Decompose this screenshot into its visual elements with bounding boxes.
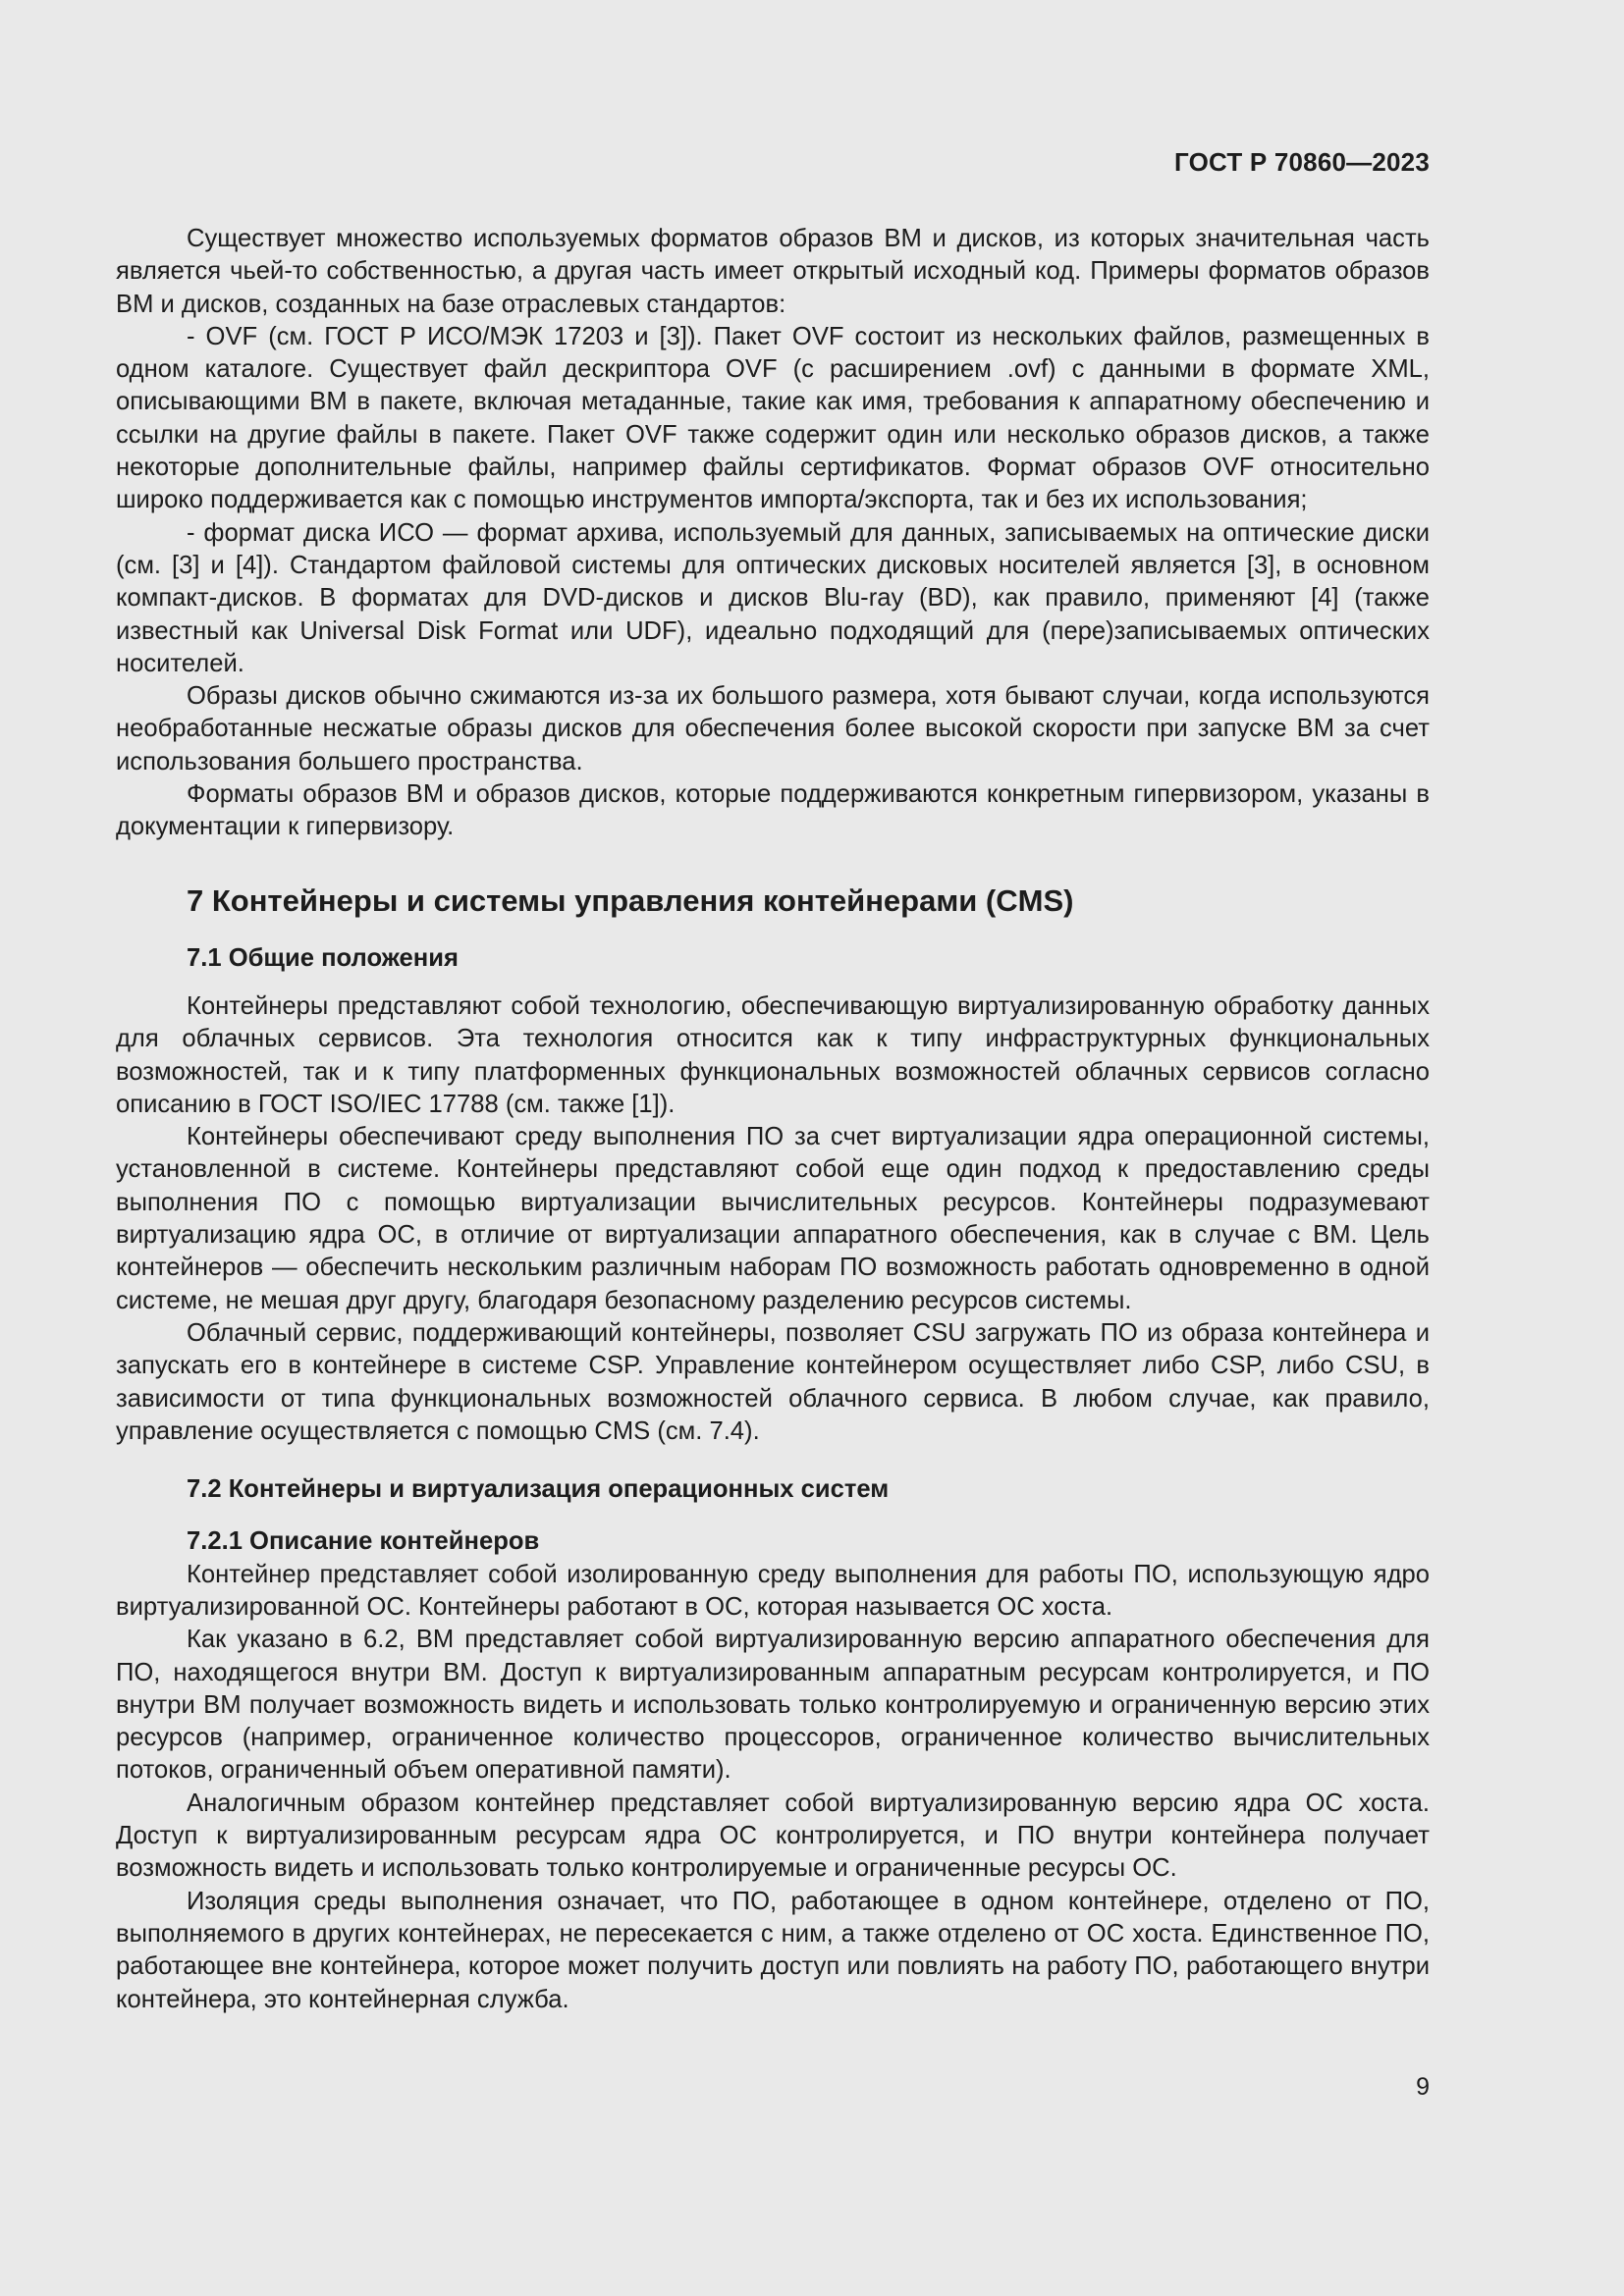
paragraph: Облачный сервис, поддерживающий контейнеры, позволяет CSU загружать ПО из образа контейнера и запускать его в контейнере в системе CSP. Управление контейнером осуществляет либо CSP, либо CSU, в зависимости от типа функциональных возможностей облачного сервиса. В любом случае, как правило, управление осуществляется с помощью CMS (см. 7.4). <box>116 1318 1430 1445</box>
paragraph: Контейнеры представляют собой технологию, обеспечивающую виртуализированную обработку данных для облачных сервисов. Эта технология относится как к типу инфраструктурных функциональных возможностей, так и к типу платформенных функциональных возможностей облачных сервисов согласно описанию в ГОСТ ISO/IEC 17788 (см. также [1]). <box>116 991 1430 1118</box>
section-7-heading: 7 Контейнеры и системы управления контейнерами (CMS) <box>187 882 1074 918</box>
paragraph: Изоляция среды выполнения означает, что ПО, работающее в одном контейнере, отделено от ПО, выполняемого в других контейнерах, не пересекается с ним, а также отделено от ОС хоста. Единственное ПО, работающее вне контейнера, которое может получить доступ или повлиять на работу ПО, работающего внутри контейнера, это контейнерная служба. <box>116 1887 1430 2013</box>
page-number: 9 <box>1416 2073 1430 2101</box>
paragraph: Образы дисков обычно сжимаются из-за их большого размера, хотя бывают случаи, когда используются необработанные несжатые образы дисков для обеспечения более высокой скорости при запуске ВМ за счет использования большего пространства. <box>116 682 1430 775</box>
section-7-1-heading: 7.1 Общие положения <box>187 943 459 972</box>
document-page <box>116 0 1430 2296</box>
paragraph: Существует множество используемых форматов образов ВМ и дисков, из которых значительная часть является чьей-то собственностью, а другая часть имеет открытый исходный код. Примеры форматов образов ВМ и дисков, созданных на базе отраслевых стандартов: <box>116 225 1430 318</box>
section-7-2-heading: 7.2 Контейнеры и виртуализация операционных систем <box>187 1475 890 1504</box>
paragraph: Аналогичным образом контейнер представляет собой виртуализированную версию ядра ОС хоста. Доступ к виртуализированным ресурсам ядра ОС контролируется, и ПО внутри контейнера получает возможность видеть и использовать только контролируемые и ограниченные ресурсы ОС. <box>116 1789 1430 1883</box>
paragraph: Форматы образов ВМ и образов дисков, которые поддерживаются конкретным гипервизором, указаны в документации к гипервизору. <box>116 780 1430 841</box>
section-7-2-1-heading: 7.2.1 Описание контейнеров <box>187 1527 540 1556</box>
list-item-iso: - формат диска ИСО — формат архива, используемый для данных, записываемых на оптические диски (см. [3] и [4]). Стандартом файловой системы для оптических дисковых носителей является [3], в основном компакт-дисков. В форматах для DVD-дисков и дисков Blu-ray (BD), как правило, применяют [4] (также известный как Universal Disk Format или UDF), идеально подходящий для (пере)записываемых оптических носителей. <box>116 518 1430 677</box>
paragraph: Контейнеры обеспечивают среду выполнения ПО за счет виртуализации ядра операционной системы, установленной в системе. Контейнеры представляют собой еще один подход к предоставлению среды выполнения ПО с помощью виртуализации вычислительных ресурсов. Контейнеры подразумевают виртуализацию ядра ОС, в отличие от виртуализации аппаратного обеспечения, как в случае с ВМ. Цель контейнеров — обеспечить нескольким различным наборам ПО возможность работать одновременно в одной системе, не мешая друг другу, благодаря безопасному разделению ресурсов системы. <box>116 1123 1430 1314</box>
page-content <box>116 223 1430 2016</box>
paragraph: Как указано в 6.2, ВМ представляет собой виртуализированную версию аппаратного обеспечения для ПО, находящегося внутри ВМ. Доступ к виртуализированным аппаратным ресурсам контролируется, и ПО внутри ВМ получает возможность видеть и использовать только контролируемую и ограниченную версию этих ресурсов (например, ограниченное количество процессоров, ограниченное количество вычислительных потоков, ограниченный объем оперативной памяти). <box>116 1626 1430 1785</box>
standard-designation: ГОСТ Р 70860—2023 <box>1174 147 1430 177</box>
list-item-ovf: - OVF (см. ГОСТ Р ИСО/МЭК 17203 и [3]). Пакет OVF состоит из нескольких файлов, размещенных в одном каталоге. Существует файл дескриптора OVF (с расширением .ovf) с данными в формате XML, описывающими ВМ в пакете, включая метаданные, такие как имя, требования к аппаратному обеспечению и ссылки на другие файлы в пакете. Пакет OVF также содержит один или несколько образов дисков, а также некоторые дополнительные файлы, например файлы сертификатов. Формат образов OVF относительно широко поддерживается как с помощью инструментов импорта/экспорта, так и без их использования; <box>116 322 1430 514</box>
paragraph: Контейнер представляет собой изолированную среду выполнения для работы ПО, использующую ядро виртуализированной ОС. Контейнеры работают в ОС, которая называется ОС хоста. <box>116 1560 1430 1621</box>
